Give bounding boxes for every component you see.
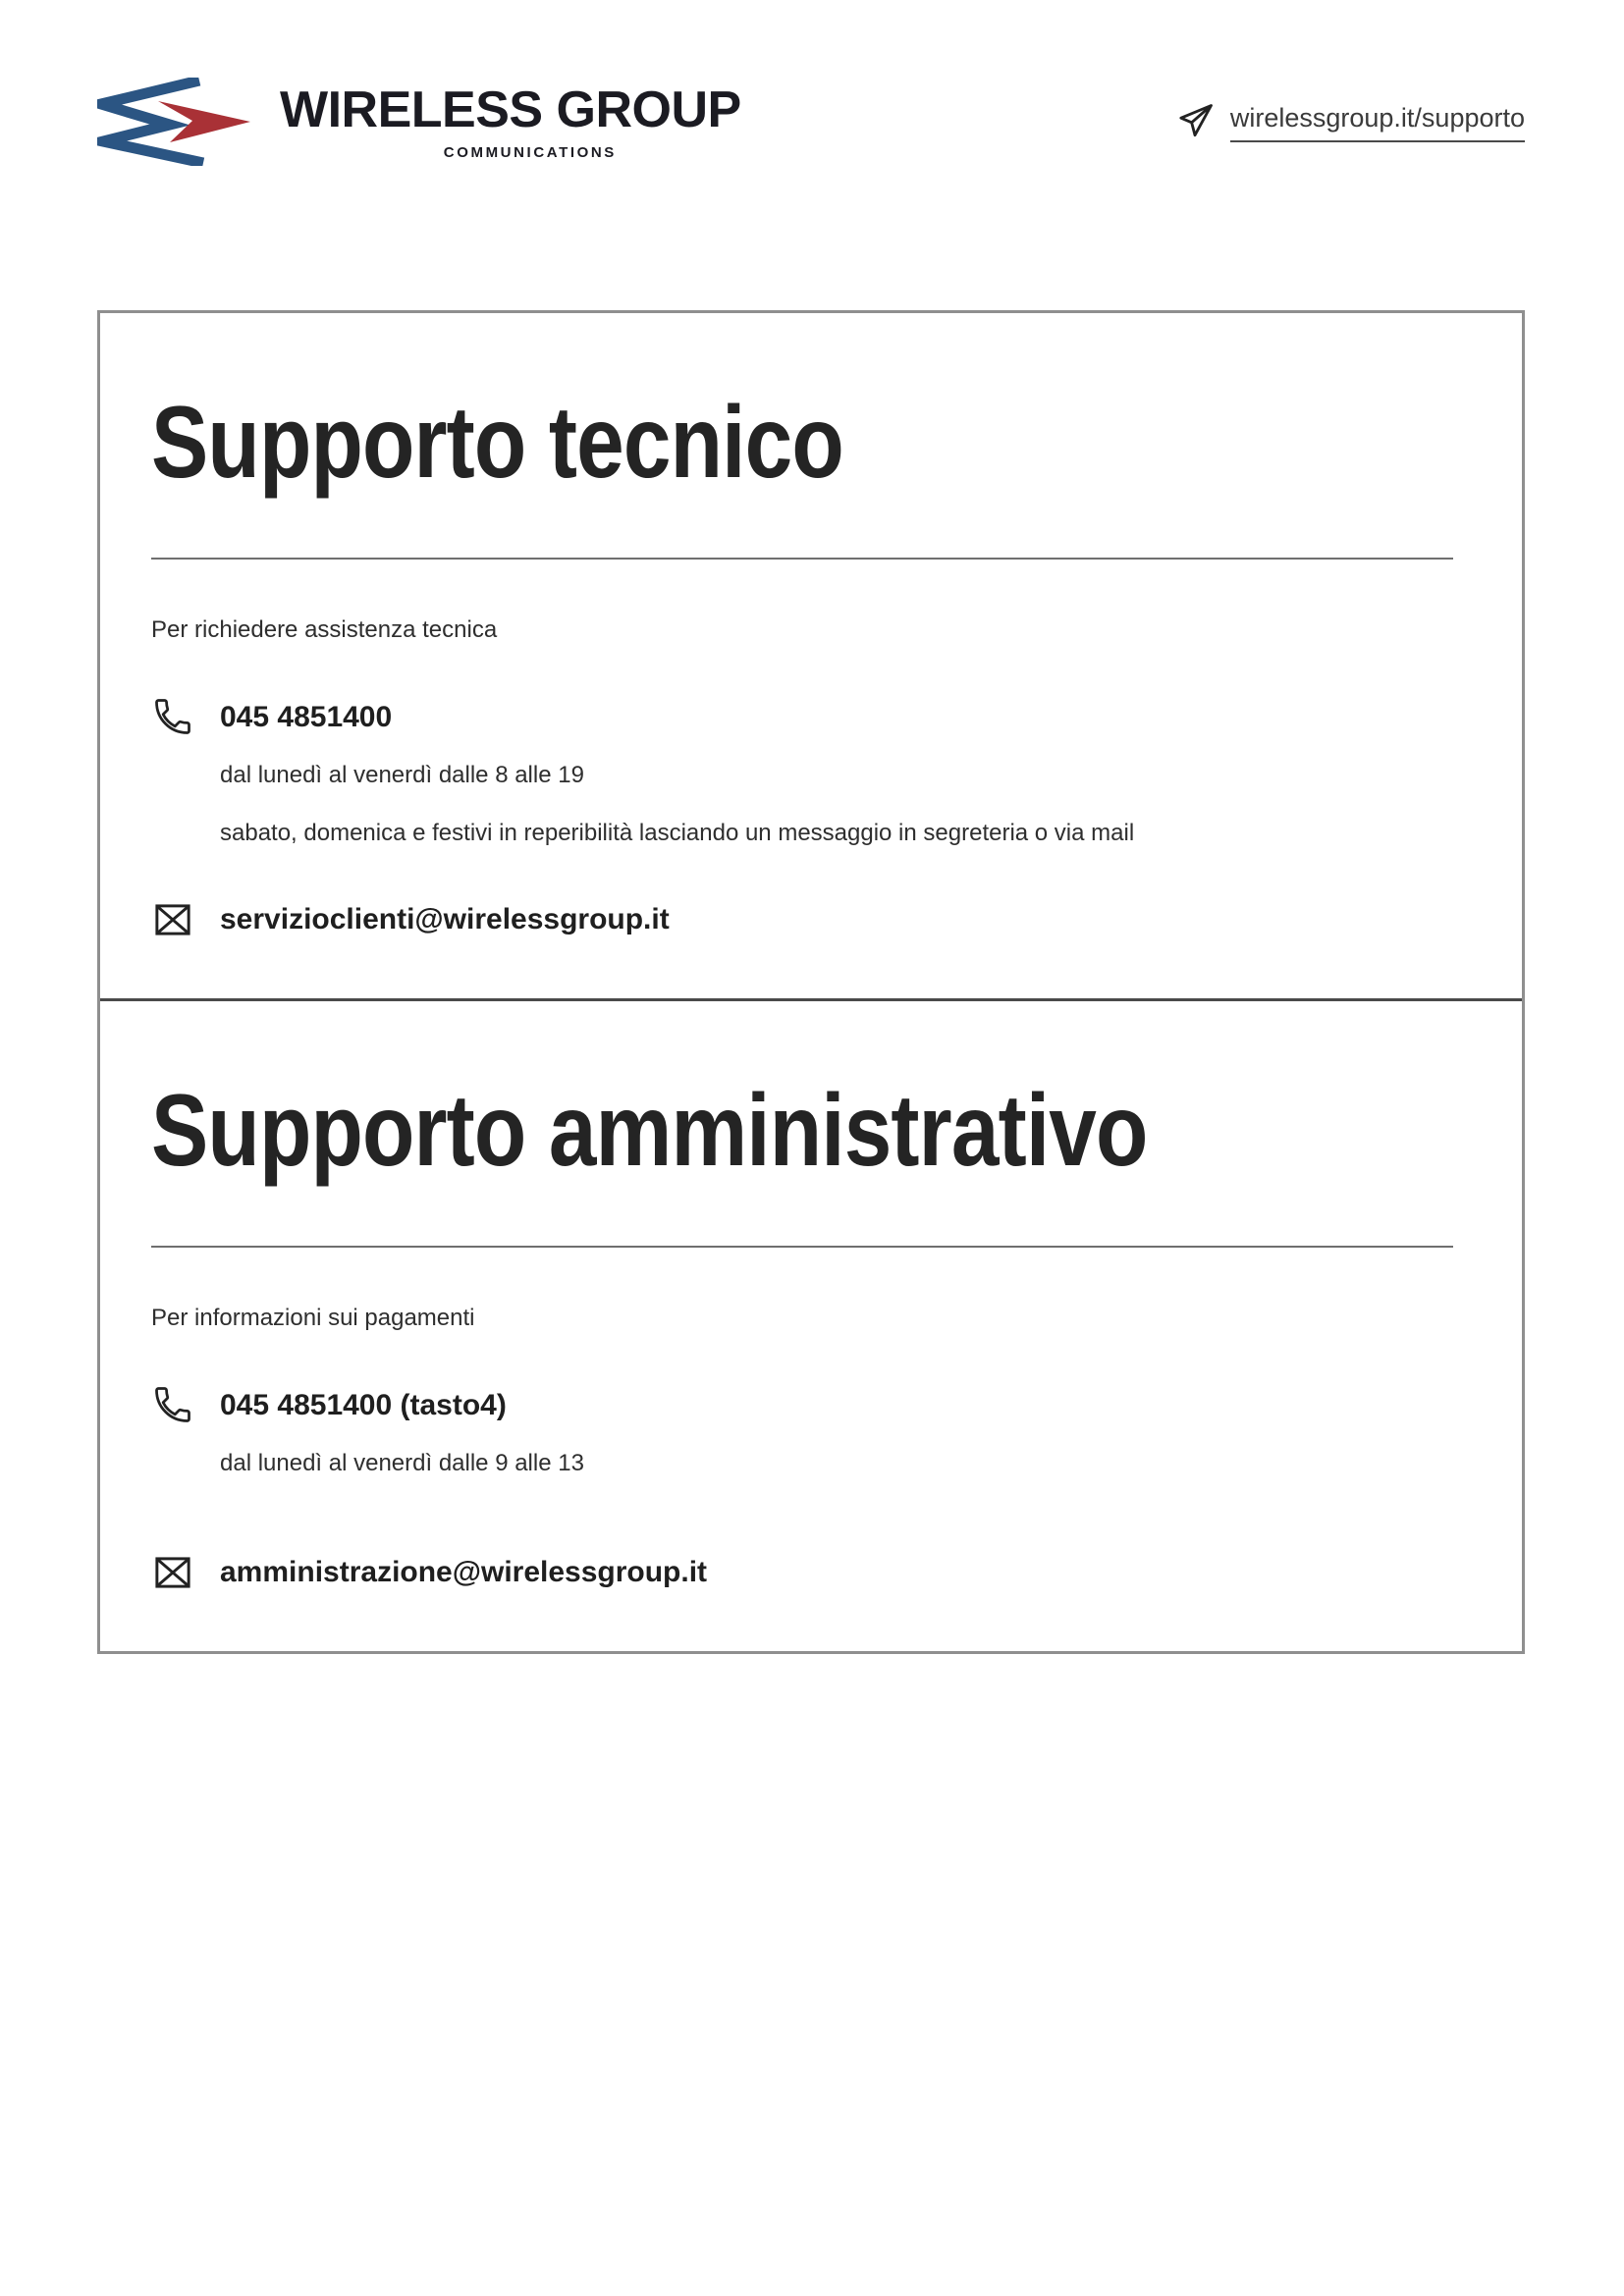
email-body: [220, 1556, 707, 1589]
support-link-label: wirelessgroup.it/supporto: [1230, 103, 1525, 142]
section-intro: Per richiedere assistenza tecnica: [151, 616, 498, 644]
email-row: [151, 1551, 1453, 1594]
logo-mark-icon: [97, 78, 254, 168]
schedule-line: dal lunedì al venerdì dalle 8 alle 19: [220, 762, 584, 789]
phone-icon: [151, 695, 194, 738]
phone-number: 045 4851400 (tasto4): [220, 1389, 507, 1422]
support-card: [97, 310, 1525, 1654]
phone-row: [151, 1383, 1453, 1479]
email-address: amministrazione@wirelessgroup.it: [220, 1555, 708, 1588]
brand-tagline: COMMUNICATIONS: [443, 144, 617, 161]
email-icon: [151, 1551, 194, 1594]
header: [0, 0, 1624, 188]
support-link[interactable]: [1176, 101, 1525, 145]
section-title: Supporto amministrativo: [151, 1073, 1148, 1188]
section-supporto-amministrativo: [100, 998, 1522, 1651]
brand-logo: [97, 78, 741, 168]
brand-name: WIRELESS GROUP: [280, 81, 741, 138]
email-address: servizioclienti@wirelessgroup.it: [220, 902, 670, 935]
email-icon: [151, 898, 194, 941]
section-intro: Per informazioni sui pagamenti: [151, 1305, 475, 1332]
title-rule: [151, 1246, 1453, 1248]
phone-body: [220, 695, 1134, 849]
email-row: [151, 898, 1453, 941]
schedule-line: sabato, domenica e festivi in reperibilità lasciando un messaggio in segreteria o via mail: [220, 819, 1135, 846]
title-rule: [151, 558, 1453, 560]
section-title: Supporto tecnico: [151, 386, 843, 500]
phone-row: [151, 695, 1453, 849]
phone-icon: [151, 1383, 194, 1426]
email-body: [220, 903, 670, 936]
phone-body: [220, 1383, 584, 1479]
section-supporto-tecnico: [100, 313, 1522, 998]
brand-text: [280, 81, 741, 161]
send-icon: [1176, 101, 1216, 145]
schedule-line: dal lunedì al venerdì dalle 9 alle 13: [220, 1450, 584, 1477]
phone-number: 045 4851400: [220, 701, 393, 734]
